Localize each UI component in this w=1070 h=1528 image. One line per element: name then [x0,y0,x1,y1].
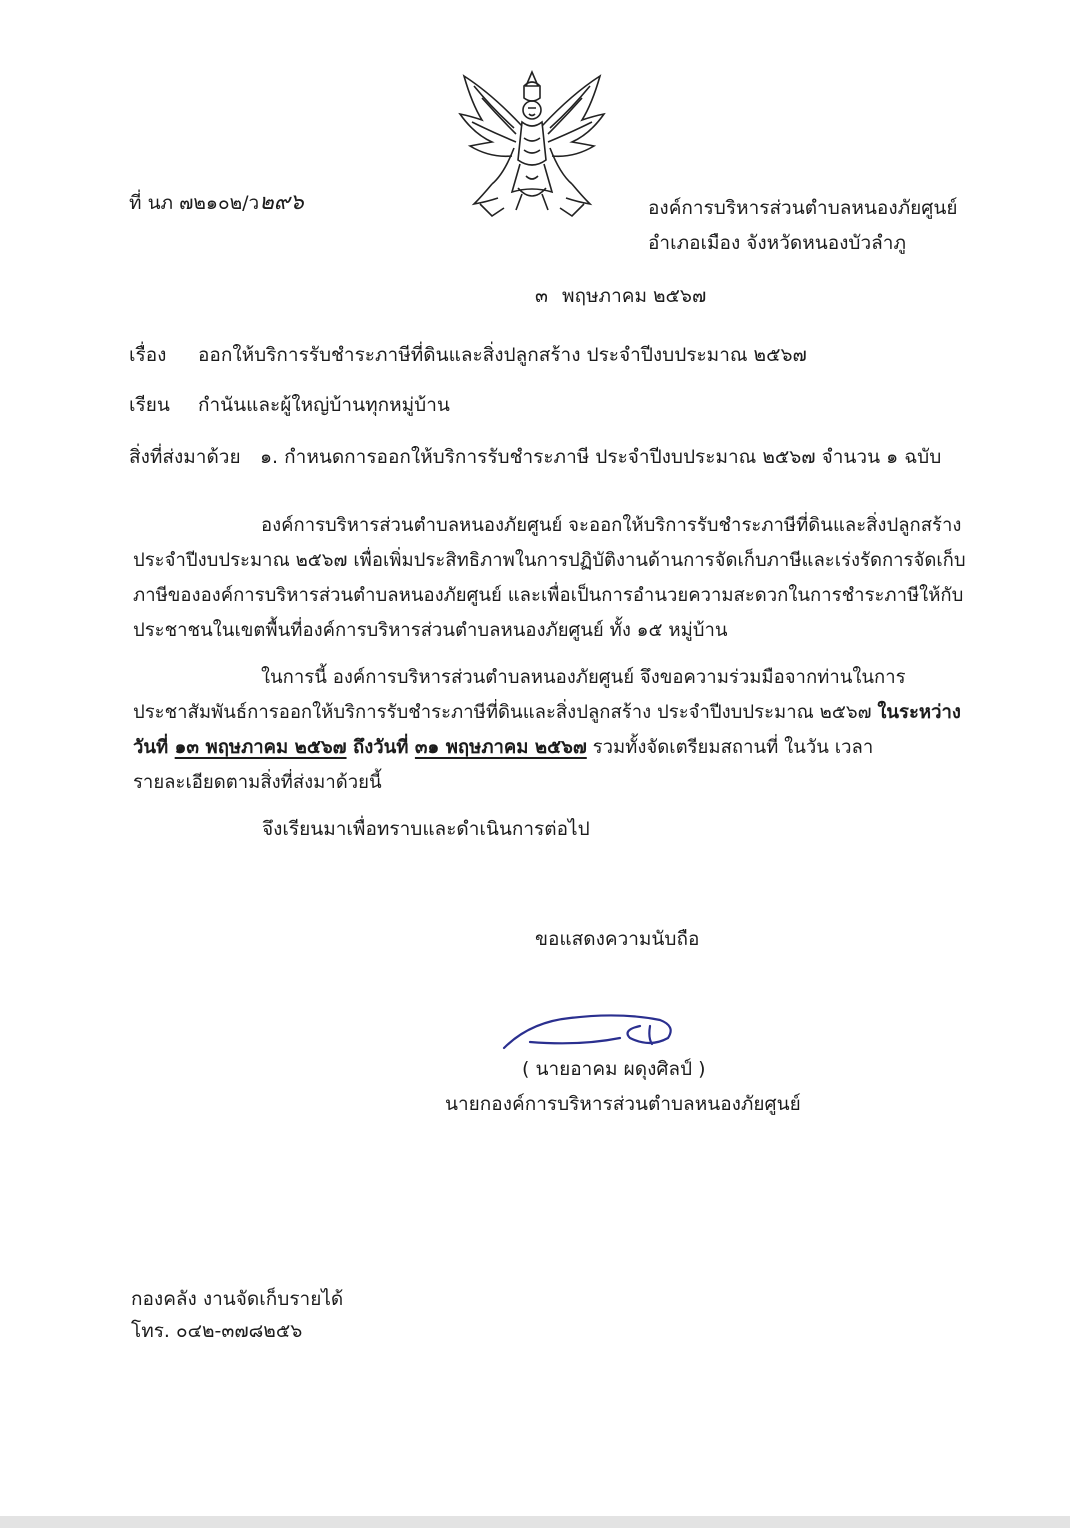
scan-edge [0,1516,1070,1528]
end-date-underlined: ๓๑ พฤษภาคม ๒๕๖๗ [414,737,587,758]
body-paragraph-1 [133,508,966,648]
paragraph-line: ภาษีขององค์การบริหารส่วนตำบลหนองภัยศูนย์ และเพื่อเป็นการอำนวยความสะดวกในการชำระภาษีให้กับ [133,585,964,606]
date-day: ๓ [535,285,548,307]
recipient-label: เรียน [129,394,170,416]
closing-statement: จึงเรียนมาเพื่อทราบและดำเนินการต่อไป [262,818,590,840]
garuda-emblem [452,64,612,224]
recipient-text: กำนันและผู้ใหญ่บ้านทุกหมู่บ้าน [198,394,450,416]
paragraph-bold-text: ในระหว่าง [877,702,961,723]
handwritten-signature [500,1008,680,1054]
paragraph-text: ประชาสัมพันธ์การออกให้บริการรับชำระภาษีที่ดินและสิ่งปลูกสร้าง ประจำปีงบประมาณ ๒๕๖๗ [133,702,878,723]
reference-prefix: ที่ นภ ๗๒๑๐๒/ว [129,192,260,214]
signatory-name: ( นายอาคม ผดุงศิลป์ ) [522,1058,706,1080]
document-reference-number [129,190,304,216]
paragraph-line: ประชาชนในเขตพื้นที่องค์การบริหารส่วนตำบลหนองภัยศูนย์ ทั้ง ๑๕ หมู่บ้าน [133,620,728,641]
document-date [535,285,720,308]
paragraph-line [133,695,961,730]
contact-phone: โทร. ๐๔๒-๓๗๘๒๕๖ [131,1320,303,1342]
paragraph-line: รายละเอียดตามสิ่งที่ส่งมาด้วยนี้ [133,772,382,793]
complimentary-close: ขอแสดงความนับถือ [535,928,700,950]
signatory-position: นายกองค์การบริหารส่วนตำบลหนองภัยศูนย์ [445,1093,801,1115]
enclosure-label: สิ่งที่ส่งมาด้วย [129,446,241,468]
paragraph-line: ในการนี้ องค์การบริหารส่วนตำบลหนองภัยศูนย์ จึงขอความร่วมมือจากท่านในการ [261,667,906,688]
subject-text: ออกให้บริการรับชำระภาษีที่ดินและสิ่งปลูกสร้าง ประจำปีงบประมาณ ๒๕๖๗ [198,344,807,366]
body-paragraph-2 [133,660,961,800]
paragraph-line: ประจำปีงบประมาณ ๒๕๖๗ เพื่อเพิ่มประสิทธิภาพในการปฏิบัติงานด้านการจัดเก็บภาษีและเร่งรัดการจัดเก็บ [133,550,966,571]
paragraph-text: รวมทั้งจัดเตรียมสถานที่ ในวัน เวลา [586,737,874,758]
contact-department: กองคลัง งานจัดเก็บรายได้ [131,1288,344,1310]
sender-address: อำเภอเมือง จังหวัดหนองบัวลำภู [648,232,906,254]
sender-organization: องค์การบริหารส่วนตำบลหนองภัยศูนย์ [648,197,958,219]
date-month-year: พฤษภาคม ๒๕๖๗ [562,285,707,307]
paragraph-line [133,730,939,765]
paragraph-bold-text: วันที่ [133,737,175,758]
enclosure-item: ๑. กำหนดการออกให้บริการรับชำระภาษี ประจำปีงบประมาณ ๒๕๖๗ จำนวน ๑ ฉบับ [260,446,942,468]
paragraph-bold-text: ถึงวันที่ [346,737,415,758]
paragraph-line: องค์การบริหารส่วนตำบลหนองภัยศูนย์ จะออกให้บริการรับชำระภาษีที่ดินและสิ่งปลูกสร้าง [261,515,962,536]
subject-label: เรื่อง [129,344,167,366]
reference-number-handwritten: ๒๙๖ [259,190,304,215]
start-date-underlined: ๑๓ พฤษภาคม ๒๕๖๗ [174,737,347,758]
